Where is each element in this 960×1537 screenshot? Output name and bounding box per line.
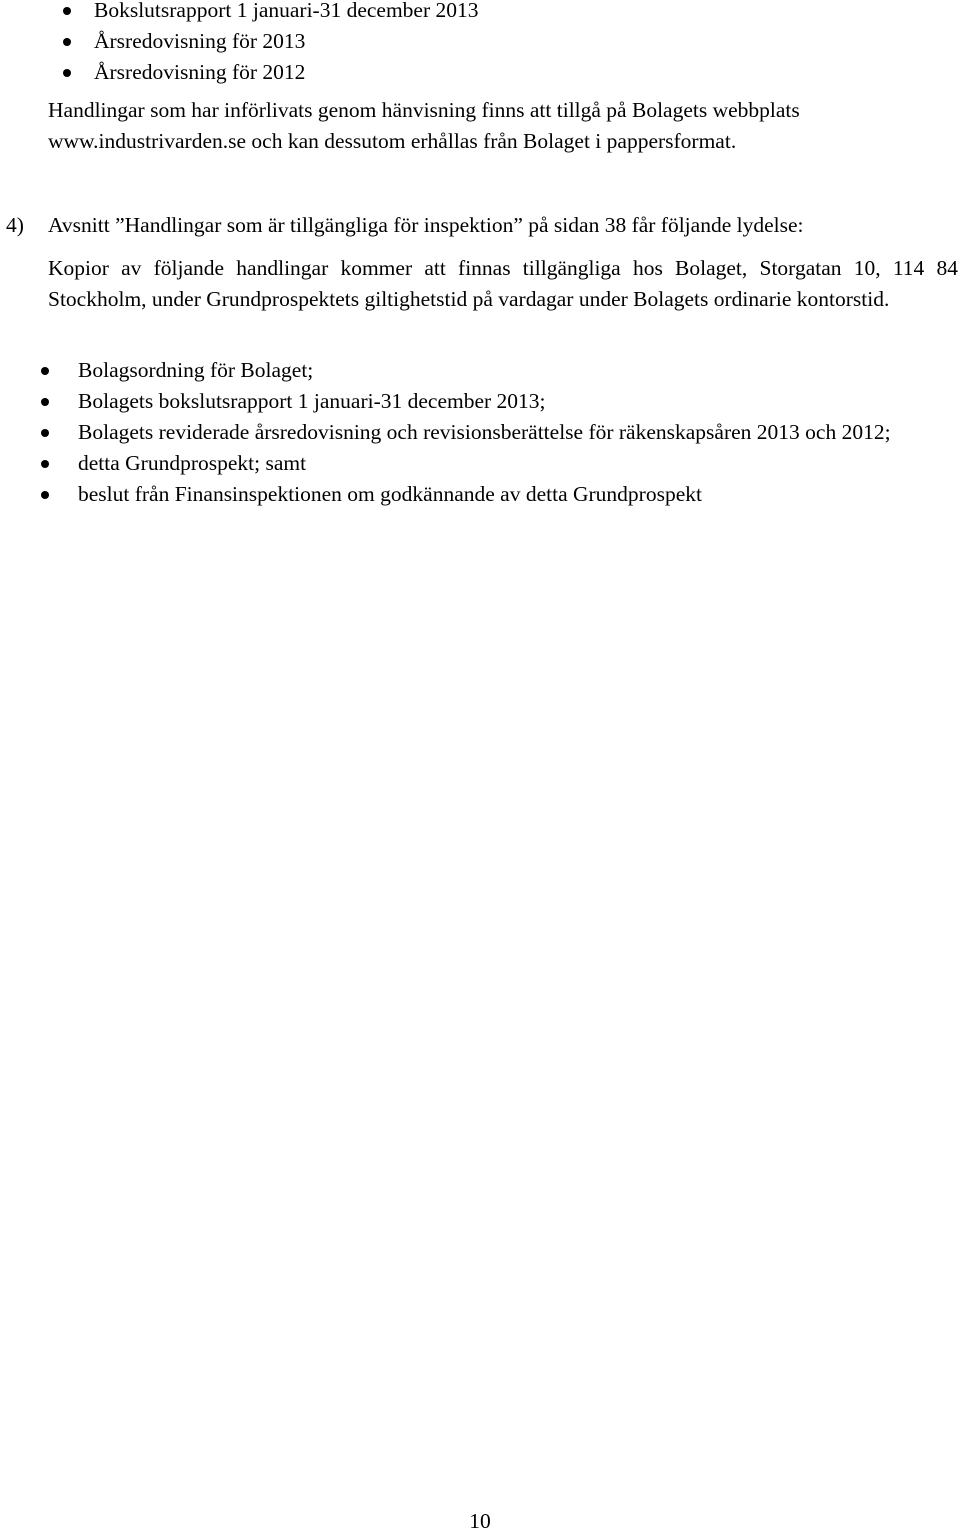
- bullet-icon: [63, 7, 71, 15]
- section-heading: Avsnitt ”Handlingar som är tillgängliga för inspektion” på sidan 38 får följande lydelse:: [48, 213, 804, 237]
- bullet-icon: [41, 460, 49, 468]
- list-item: [0, 448, 958, 479]
- list-item-text: detta Grundprospekt; samt: [78, 451, 307, 475]
- list-item: [0, 479, 958, 510]
- incorporation-paragraph: Handlingar som har införlivats genom hänvisning finns att tillgå på Bolagets webbplats www.industrivarden.se och kan dessutom erhållas från Bolaget i pappersformat.: [48, 98, 800, 153]
- bullet-icon: [41, 491, 49, 499]
- list-item-text: Årsredovisning för 2013: [94, 29, 306, 53]
- list-item-text: Bolagets reviderade årsredovisning och revisionsberättelse för räkenskapsåren 2013 och 2012;: [78, 420, 891, 444]
- inspection-documents-list: [0, 355, 958, 510]
- bullet-icon: [63, 38, 71, 46]
- bullet-icon: [41, 429, 49, 437]
- incorporated-documents-list: [0, 0, 700, 88]
- list-item-text: Bolagets bokslutsrapport 1 januari-31 december 2013;: [78, 389, 546, 413]
- list-item: [0, 26, 700, 57]
- list-item-text: Bolagsordning för Bolaget;: [78, 358, 314, 382]
- list-item: [0, 417, 958, 448]
- section-number: 4): [6, 213, 24, 237]
- list-item-text: beslut från Finansinspektionen om godkännande av detta Grundprospekt: [78, 482, 702, 506]
- list-item-text: Bokslutsrapport 1 januari-31 december 2013: [94, 0, 479, 22]
- list-item: [0, 0, 700, 26]
- list-item: [0, 355, 958, 386]
- bullet-icon: [63, 69, 71, 77]
- bullet-icon: [41, 398, 49, 406]
- list-item-text: Årsredovisning för 2012: [94, 60, 306, 84]
- list-item: [0, 386, 958, 417]
- page-number: 10: [469, 1509, 491, 1533]
- list-item: [0, 57, 700, 88]
- inspection-paragraph: Kopior av följande handlingar kommer att finnas tillgängliga hos Bolaget, Storgatan 10, 114 84 Stockholm, under Grundprospektets giltighetstid på vardagar under Bolagets ordinarie kontorstid.: [48, 256, 958, 311]
- bullet-icon: [41, 367, 49, 375]
